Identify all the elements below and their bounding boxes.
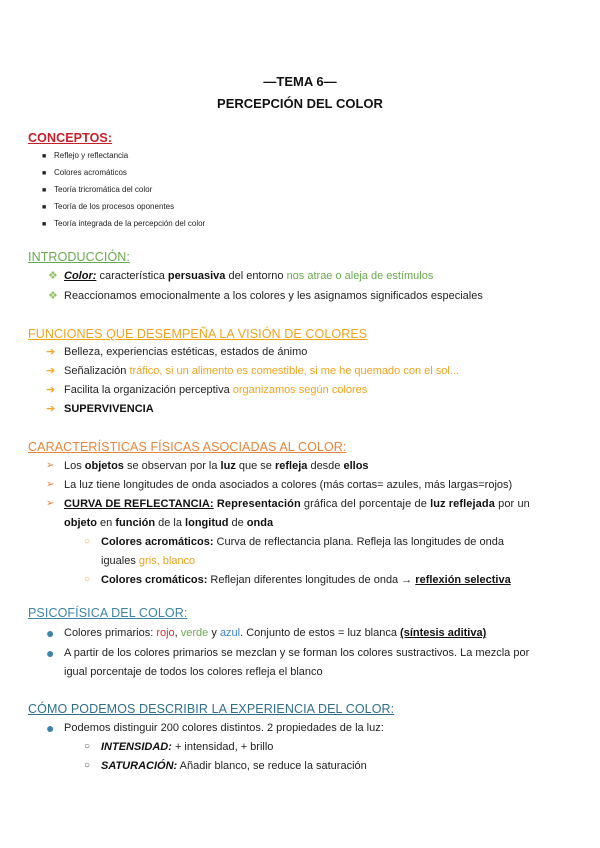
tema-label: —TEMA 6— <box>263 74 337 89</box>
bullet-icon: ■ <box>42 187 47 194</box>
diamond-bullet-icon: ❖ <box>48 290 58 302</box>
circle-bullet-icon: ○ <box>84 760 91 771</box>
triangle-bullet-icon: ➢ <box>46 460 55 471</box>
intro-item-1: Color: característica persuasiva del entorno nos atrae o aleja de estímulos <box>64 270 434 282</box>
caract-sub-1: Colores acromáticos: Curva de reflectancia plana. Refleja las longitudes de onda <box>101 536 504 548</box>
diamond-bullet-icon: ❖ <box>48 270 58 282</box>
page-title: PERCEPCIÓN DEL COLOR <box>217 96 383 111</box>
funciones-item-1: Belleza, experiencias estéticas, estados de ánimo <box>64 346 308 358</box>
concepto-item: ■ Teoría tricromática del color <box>42 185 153 194</box>
describir-heading: CÓMO PODEMOS DESCRIBIR LA EXPERIENCIA DEL COLOR: <box>28 702 395 716</box>
funciones-heading: FUNCIONES QUE DESEMPEÑA LA VISIÓN DE COLORES <box>28 327 368 341</box>
bullet-icon: ■ <box>42 221 47 228</box>
psico-item-2-cont: igual porcentaje de todos los colores refleja el blanco <box>64 666 323 678</box>
introduccion-heading: INTRODUCCIÓN: <box>28 250 130 264</box>
arrow-bullet-icon: ➔ <box>46 384 56 396</box>
conceptos-heading: CONCEPTOS: <box>28 131 113 145</box>
arrow-bullet-icon: ➔ <box>46 346 56 358</box>
caract-item-1: Los objetos se observan por la luz que se refleja desde ellos <box>64 460 369 472</box>
intro-item-2: Reaccionamos emocionalmente a los colores y les asignamos significados especiales <box>64 290 483 302</box>
concepto-item: ■ Teoría integrada de la percepción del color <box>42 219 206 228</box>
funciones-item-4: SUPERVIVENCIA <box>64 403 154 415</box>
psico-item-2: A partir de los colores primarios se mezclan y se forman los colores sustractivos. La mezcla por <box>64 647 530 659</box>
caract-sub-1-cont: iguales gris, blanco <box>101 555 196 567</box>
bullet-icon: ■ <box>42 170 47 177</box>
caract-item-3: CURVA DE REFLECTANCIA: Representación gráfica del porcentaje de luz reflejada por un <box>64 498 530 510</box>
dot-bullet-icon: ● <box>46 720 55 736</box>
caract-item-3-cont: objeto en función de la longitud de onda <box>64 517 274 529</box>
concepto-item: ■ Reflejo y reflectancia <box>42 151 129 160</box>
triangle-bullet-icon: ➢ <box>46 498 55 509</box>
funciones-item-2: Señalización tráfico, si un alimento es comestible, si me he quemado con el sol... <box>64 365 459 377</box>
bullet-icon: ■ <box>42 204 47 211</box>
funciones-item-3: Facilita la organización perceptiva organizamos según colores <box>64 384 368 396</box>
describir-sub-1: INTENSIDAD: + intensidad, + brillo <box>101 741 274 753</box>
arrow-bullet-icon: ➔ <box>46 365 56 377</box>
concepto-item: ■ Colores acromáticos <box>42 168 127 177</box>
caracteristicas-heading: CARACTERÍSTICAS FÍSICAS ASOCIADAS AL COLOR: <box>28 440 347 454</box>
describir-item-1: Podemos distinguir 200 colores distintos. 2 propiedades de la luz: <box>64 722 384 734</box>
caract-item-2: La luz tiene longitudes de onda asociados a colores (más cortas= azules, más largas=rojos) <box>64 479 513 491</box>
bullet-icon: ■ <box>42 153 47 160</box>
circle-bullet-icon: ○ <box>84 574 91 585</box>
dot-bullet-icon: ● <box>46 645 55 661</box>
triangle-bullet-icon: ➢ <box>46 479 55 490</box>
concepto-item: ■ Teoría de los procesos oponentes <box>42 202 175 211</box>
caract-sub-2: Colores cromáticos: Reflejan diferentes longitudes de onda → reflexión selectiva <box>101 574 511 586</box>
circle-bullet-icon: ○ <box>84 536 91 547</box>
describir-sub-2: SATURACIÓN: Añadir blanco, se reduce la saturación <box>101 760 367 772</box>
arrow-bullet-icon: ➔ <box>46 403 56 415</box>
circle-bullet-icon: ○ <box>84 741 91 752</box>
psicofisica-heading: PSICOFÍSICA DEL COLOR: <box>28 606 188 620</box>
psico-item-1: Colores primarios: rojo, verde y azul. Conjunto de estos = luz blanca (síntesis aditiva) <box>64 627 487 639</box>
dot-bullet-icon: ● <box>46 625 55 641</box>
